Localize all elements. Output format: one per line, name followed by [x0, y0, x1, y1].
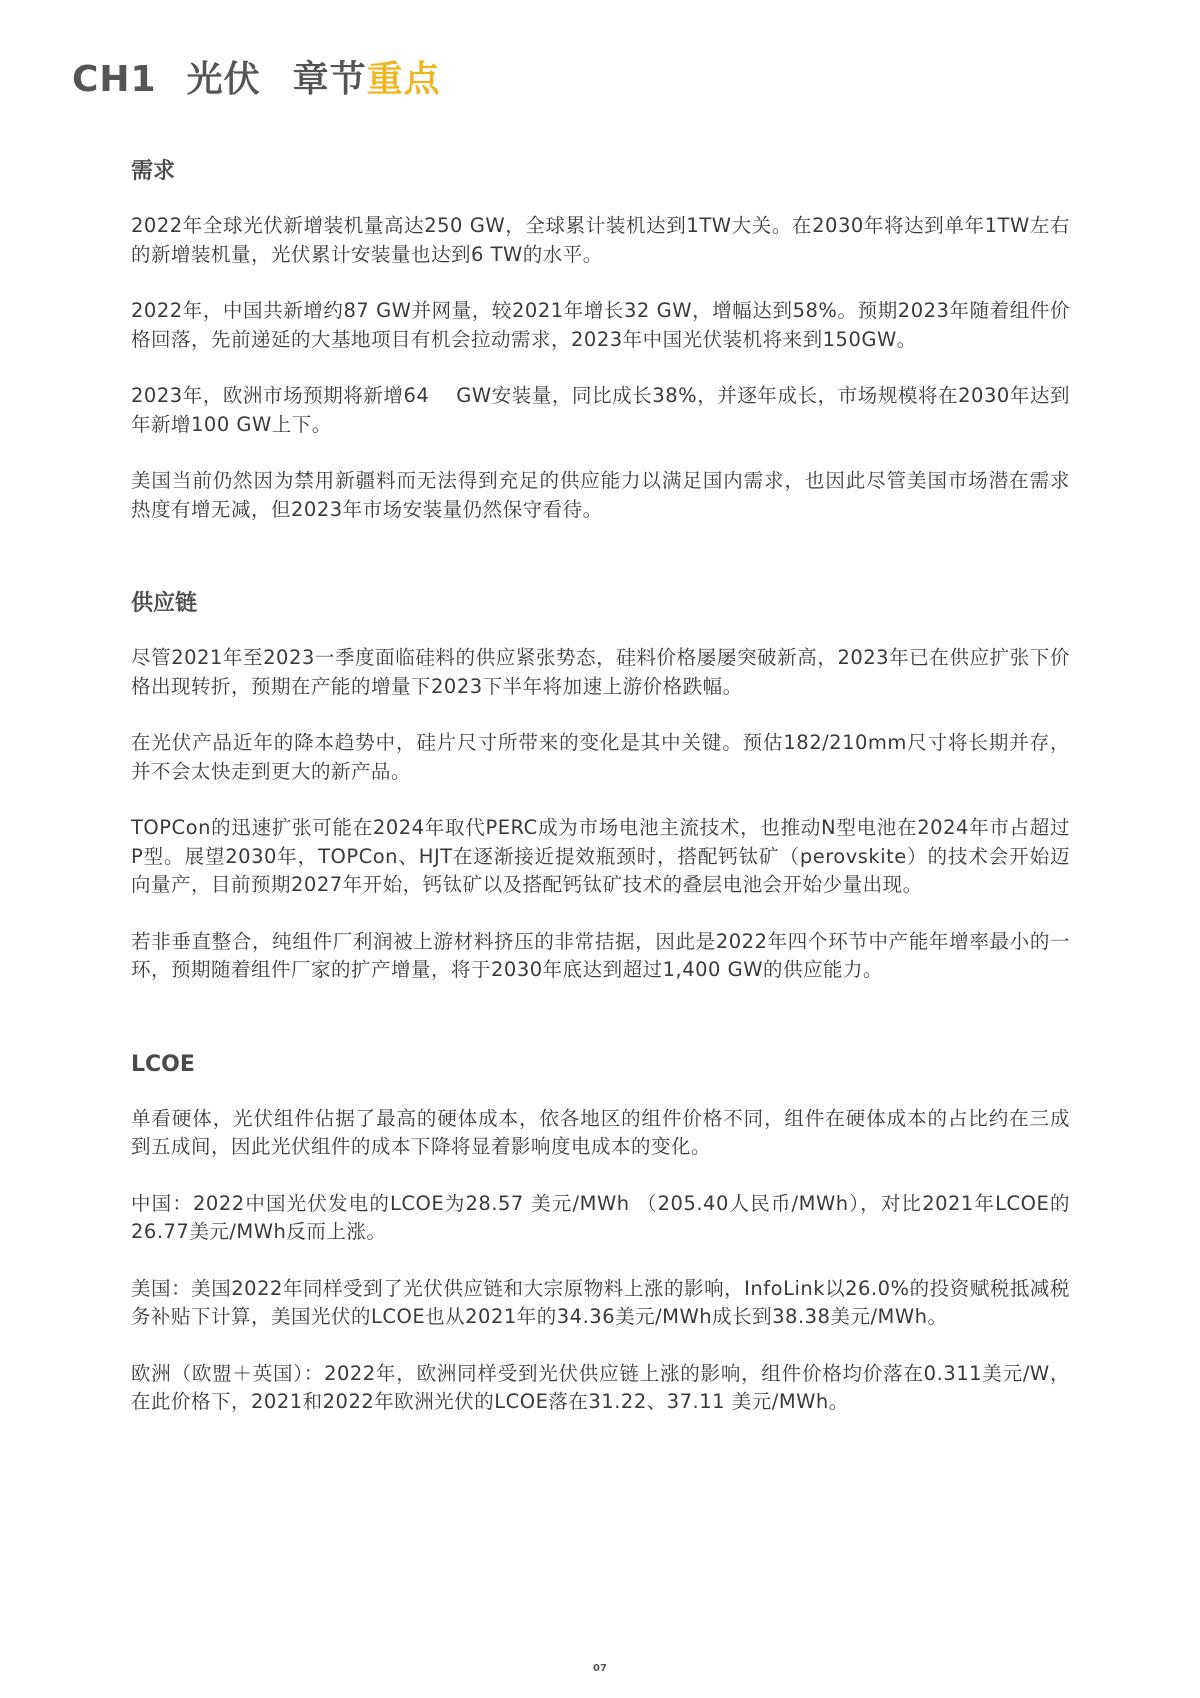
- page-content: [131, 156, 1070, 1481]
- section-supply-chain: [131, 588, 1070, 985]
- paragraph: 2023年，欧洲市场预期将新增64 GW安装量，同比成长38%，并逐年成长，市场规模将在2030年达到年新增100 GW上下。: [131, 384, 1070, 436]
- paragraph: 尽管2021年至2023一季度面临硅料的供应紧张势态，硅料价格屡屡突破新高，2023年已在供应扩张下价格出现转折，预期在产能的增量下2023下半年将加速上游价格跌幅。: [131, 646, 1070, 698]
- paragraph: 中国：2022中国光伏发电的LCOE为28.57 美元/MWh （205.40人民币/MWh），对比2021年LCOE的26.77美元/MWh反而上涨。: [131, 1191, 1070, 1243]
- paragraph: 美国：美国2022年同样受到了光伏供应链和大宗原物料上涨的影响，InfoLink以26.0%的投资赋税抵减税务补贴下计算，美国光伏的LCOE也从2021年的34.36美元/MWh成长到38.38美元/MWh。: [131, 1276, 1070, 1328]
- paragraph: 2022年全球光伏新增装机量高达250 GW，全球累计装机达到1TW大关。在2030年将达到单年1TW左右的新增装机量，光伏累计安装量也达到6 TW的水平。: [131, 214, 1070, 266]
- paragraph: 单看硬体，光伏组件佔据了最高的硬体成本，依各地区的组件价格不同，组件在硬体成本的占比约在三成到五成间，因此光伏组件的成本下降将显着影响度电成本的变化。: [131, 1106, 1070, 1158]
- paragraph: 欧洲（欧盟＋英国）：2022年，欧洲同样受到光伏供应链上涨的影响，组件价格均价落在0.311美元/W，在此价格下，2021和2022年欧洲光伏的LCOE落在31.22、37.11 美元/MWh。: [131, 1361, 1070, 1413]
- section-lcoe: [131, 1049, 1070, 1417]
- paragraph: 若非垂直整合，纯组件厂利润被上游材料挤压的非常拮据，因此是2022年四个环节中产能年增率最小的一环，预期随着组件厂家的扩产增量，将于2030年底达到超过1,400 GW的供应能力。: [131, 929, 1070, 981]
- section-demand: [131, 156, 1070, 524]
- chapter-topic: 光伏: [186, 59, 261, 100]
- paragraph: 2022年，中国共新增约87 GW并网量，较2021年增长32 GW，增幅达到58%。预期2023年随着组件价格回落，先前递延的大基地项目有机会拉动需求，2023年中国光伏装机将来到150GW。: [131, 299, 1070, 351]
- chapter-heading-accent: 重点: [366, 59, 441, 100]
- section-title: 需求: [131, 159, 176, 184]
- chapter-header: [72, 59, 441, 100]
- page-number: 07: [593, 1663, 607, 1674]
- paragraph: 在光伏产品近年的降本趋势中，硅片尺寸所带来的变化是其中关键。预估182/210mm尺寸将长期并存，并不会太快走到更大的新产品。: [131, 731, 1070, 783]
- paragraph: 美国当前仍然因为禁用新疆料而无法得到充足的供应能力以满足国内需求，也因此尽管美国市场潜在需求热度有增无减，但2023年市场安装量仍然保守看待。: [131, 469, 1070, 521]
- chapter-heading-lead: 章节: [292, 59, 367, 100]
- paragraph: TOPCon的迅速扩张可能在2024年取代PERC成为市场电池主流技术，也推动N型电池在2024年市占超过P型。展望2030年，TOPCon、HJT在逐渐接近提效瓶颈时，搭配钙钛矿（perovskite）的技术会开始迈向量产，目前预期2027年开始，钙钛矿以及搭配钙钛矿技术的叠层电池会开始少量出现。: [131, 816, 1070, 896]
- section-title: LCOE: [131, 1051, 195, 1077]
- chapter-code: CH1: [72, 59, 157, 100]
- section-title: 供应链: [131, 591, 198, 616]
